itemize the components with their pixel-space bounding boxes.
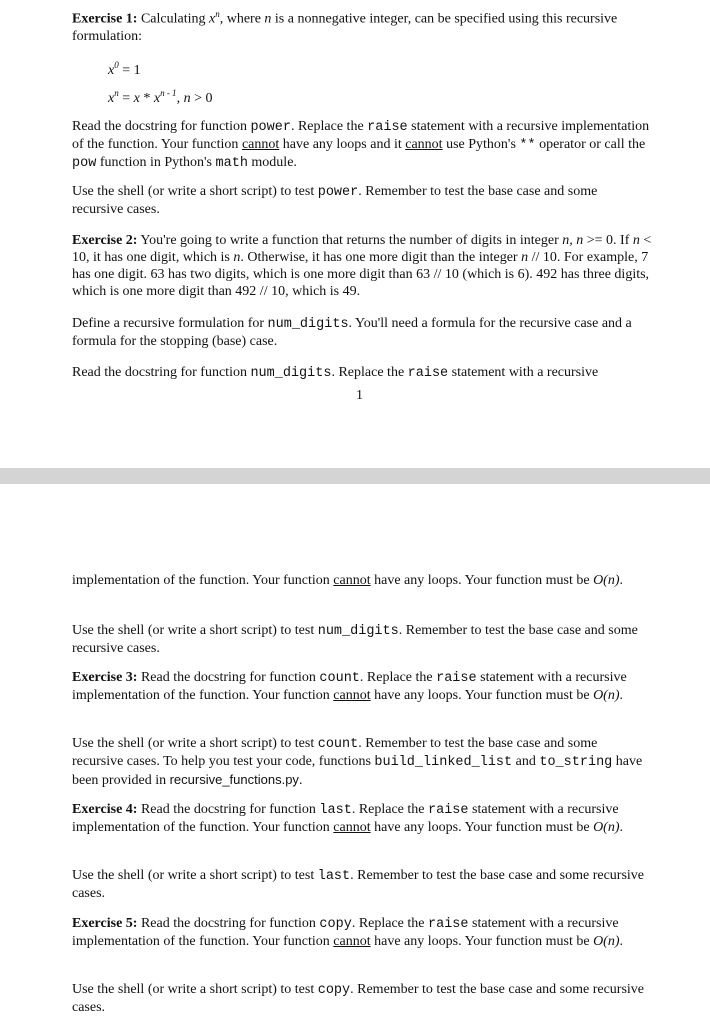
copy-test-paragraph: Use the shell (or write a short script) to test copy. Remember to test the base case and some recursive cases. [72, 982, 645, 1015]
last-test-paragraph: Use the shell (or write a short script) to test last. Remember to test the base case and some recursive cases. [72, 868, 645, 901]
exercise-1-label: Exercise 1: [72, 11, 138, 27]
power-instructions: Read the docstring for function power. Replace the raise statement with a recursive implementation of the function. Your function cannot have any loops and it cannot use Python's ** operator or call the pow function in Python's math module. [72, 119, 650, 171]
exercise-4-label: Exercise 4: [72, 802, 138, 817]
recursive-case-formula: $x^n = x * x^{n - 1}$, n > 0 [108, 88, 213, 106]
exercise-3-label: Exercise 3: [72, 670, 138, 685]
exercise-2-paragraph: Exercise 2: You're going to write a function that returns the number of digits in integer n, n >= 0. If n < 10, it has one digit, which is n. Otherwise, it has one more digit than the integer n // 10. For example, 7 has one digit. 63 has two digits, which is one more digit than 63 // 10 (which is 6). 492 has three digits, which is one more digit than 492 // 10, which is 49. [72, 233, 652, 299]
document-page-2 [0, 484, 710, 1024]
base-case-formula: $x^0 = 1$ [108, 60, 141, 78]
num-digits-formulation-paragraph: Define a recursive formulation for num_digits. You'll need a formula for the recursive case and a formula for the stopping (base) case. [72, 316, 632, 349]
page-number: 1 [356, 388, 363, 403]
document-page-1 [0, 0, 710, 468]
exercise-3-paragraph: Exercise 3: Read the docstring for function count. Replace the raise statement with a recursive implementation of the function. Your function cannot have any loops. Your function must be O(n). [72, 670, 627, 703]
file-name: recursive_functions.py [169, 772, 299, 787]
exercise-5-paragraph: Exercise 5: Read the docstring for function copy. Replace the raise statement with a recursive implementation of the function. Your function cannot have any loops. Your function must be O(n). [72, 916, 623, 949]
count-test-paragraph: Use the shell (or write a short script) to test count. Remember to test the base case and some recursive cases. To help you test your code, functions build_linked_list and to_string have been provided in recursive_functions.py. [72, 736, 643, 788]
exercise-4-paragraph: Exercise 4: Read the docstring for function last. Replace the raise statement with a recursive implementation of the function. Your function cannot have any loops. Your function must be O(n). [72, 802, 623, 835]
exercise-5-label: Exercise 5: [72, 916, 138, 931]
exercise-2-label: Exercise 2: [72, 233, 138, 248]
power-test-paragraph: Use the shell (or write a short script) to test power. Remember to test the base case and some recursive cases. [72, 184, 598, 217]
exercise-1-paragraph: Exercise 1: Calculating $x^n$, where n is a nonnegative integer, can be specified using this recursive formulation: [72, 9, 618, 44]
num-digits-test-paragraph: Use the shell (or write a short script) to test num_digits. Remember to test the base case and some recursive cases. [72, 623, 638, 656]
num-digits-instructions-start: Read the docstring for function num_digits. Replace the raise statement with a recursive [72, 365, 599, 381]
page-separator [0, 468, 710, 484]
num-digits-instructions-end: implementation of the function. Your function cannot have any loops. Your function must be O(n). [72, 573, 623, 588]
